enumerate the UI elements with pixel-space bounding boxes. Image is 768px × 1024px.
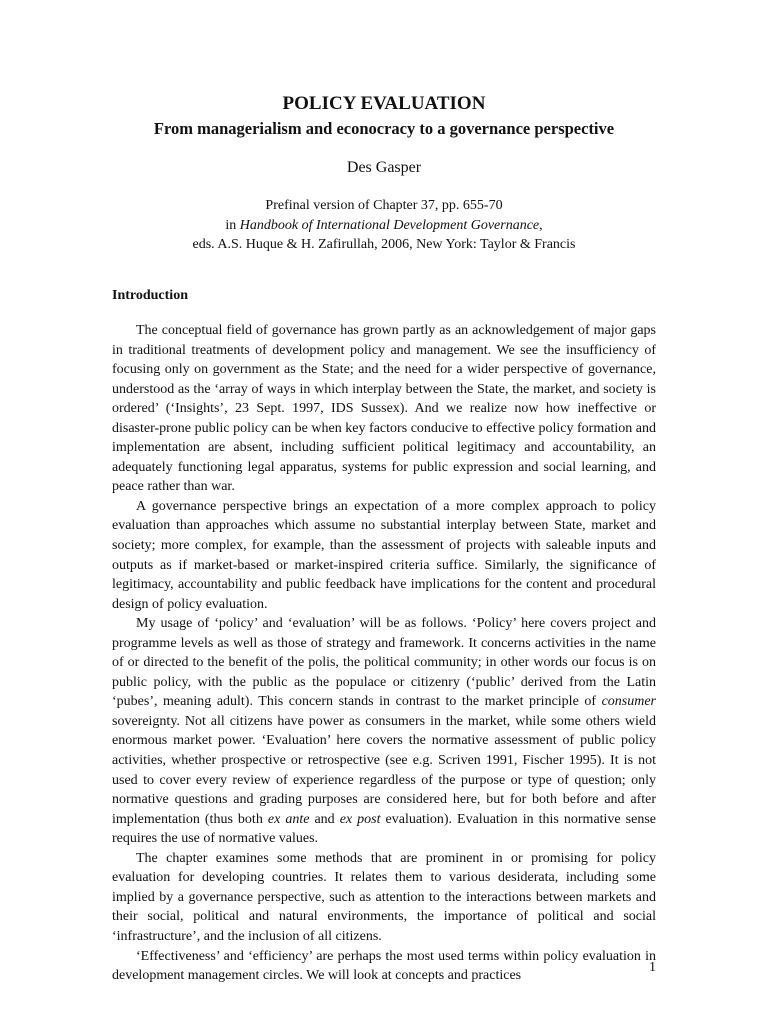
document-subtitle: From managerialism and econocracy to a governance perspective (153, 119, 615, 138)
author-name: Des Gasper (346, 159, 422, 176)
paragraph-4: The chapter examines some methods that are prominent in or promising for policy evaluation for developing countries. It relates them to various desiderata, including some implied by a governance perspective, such as attention to the interactions between markets and their social, political and natural environments, the importance of political and social ‘infrastructure’, and the inclusion of all citizens. (112, 850, 656, 944)
paragraph-3-part-3: and (309, 811, 340, 827)
emphasis-consumer: consumer (601, 694, 656, 710)
body-text (112, 321, 656, 986)
paragraph-5: ‘Effectiveness’ and ‘efficiency’ are perhaps the most used terms within policy evaluation in development management circles. We will look at concepts and practices (112, 948, 656, 984)
section-heading: Introduction (112, 288, 188, 303)
source-line-2 (112, 216, 656, 236)
source-line-2-prefix: in (225, 217, 240, 233)
handbook-title: Handbook of International Development Governance (239, 217, 540, 233)
paragraph-3-part-4: evaluation). Evaluation in this normative sense requires the use of normative values. (112, 811, 657, 847)
emphasis-ex-ante: ex ante (267, 811, 310, 827)
paragraph-3 (112, 614, 656, 849)
document-page (112, 0, 656, 1024)
page-number: 1 (649, 960, 656, 975)
emphasis-ex-post: ex post (339, 811, 381, 827)
source-citation (112, 196, 656, 255)
source-line-2-suffix: , (539, 217, 543, 233)
document-title: POLICY EVALUATION (282, 93, 486, 114)
source-line-3: eds. A.S. Huque & H. Zafirullah, 2006, New York: Taylor & Francis (192, 237, 576, 252)
paragraph-2: A governance perspective brings an expectation of a more complex approach to policy evaluation than approaches which assume no substantial interplay between State, market and society; more complex, for example, than the assessment of projects with saleable inputs and outputs as if market-based or market-inspired criteria suffice. Similarly, the significance of legitimacy, accountability and public feedback have implications for the content and procedural design of policy evaluation. (112, 498, 656, 612)
paragraph-1: The conceptual field of governance has grown partly as an acknowledgement of major gaps in traditional treatments of development policy and management. We see the insufficiency of focusing only on government as the State; and the need for a wider perspective of governance, understood as the ‘array of ways in which interplay between the State, the market, and society is ordered’ (‘Insights’, 23 Sept. 1997, IDS Sussex). And we realize now how ineffective or disaster-prone public policy can be when key factors conducive to effective policy formation and implementation are absent, including sufficient political legitimacy and accountability, an adequately functioning legal apparatus, systems for public expression and social learning, and peace rather than war. (112, 323, 656, 495)
paragraph-3-part-1: My usage of ‘policy’ and ‘evaluation’ will be as follows. ‘Policy’ here covers project and programme levels as well as those of strategy and framework. It concerns activities in the name of or directed to the benefit of the polis, the political community; in other words our focus is on public policy, with the public as the populace or citizenry (‘public’ derived from the Latin ‘pubes’, meaning adult). This concern stands in contrast to the market principle of (112, 616, 656, 710)
paragraph-3-part-2: sovereignty. Not all citizens have power as consumers in the market, while some others wield enormous market power. ‘Evaluation’ here covers the normative assessment of public policy activities, whether prospective or retrospective (see e.g. Scriven 1991, Fischer 1995). It is not used to cover every review of experience regardless of the purpose or type of question; only normative questions and grading purposes are considered here, but for both before and after implementation (thus both (112, 713, 656, 827)
source-line-1: Prefinal version of Chapter 37, pp. 655-70 (265, 198, 503, 213)
